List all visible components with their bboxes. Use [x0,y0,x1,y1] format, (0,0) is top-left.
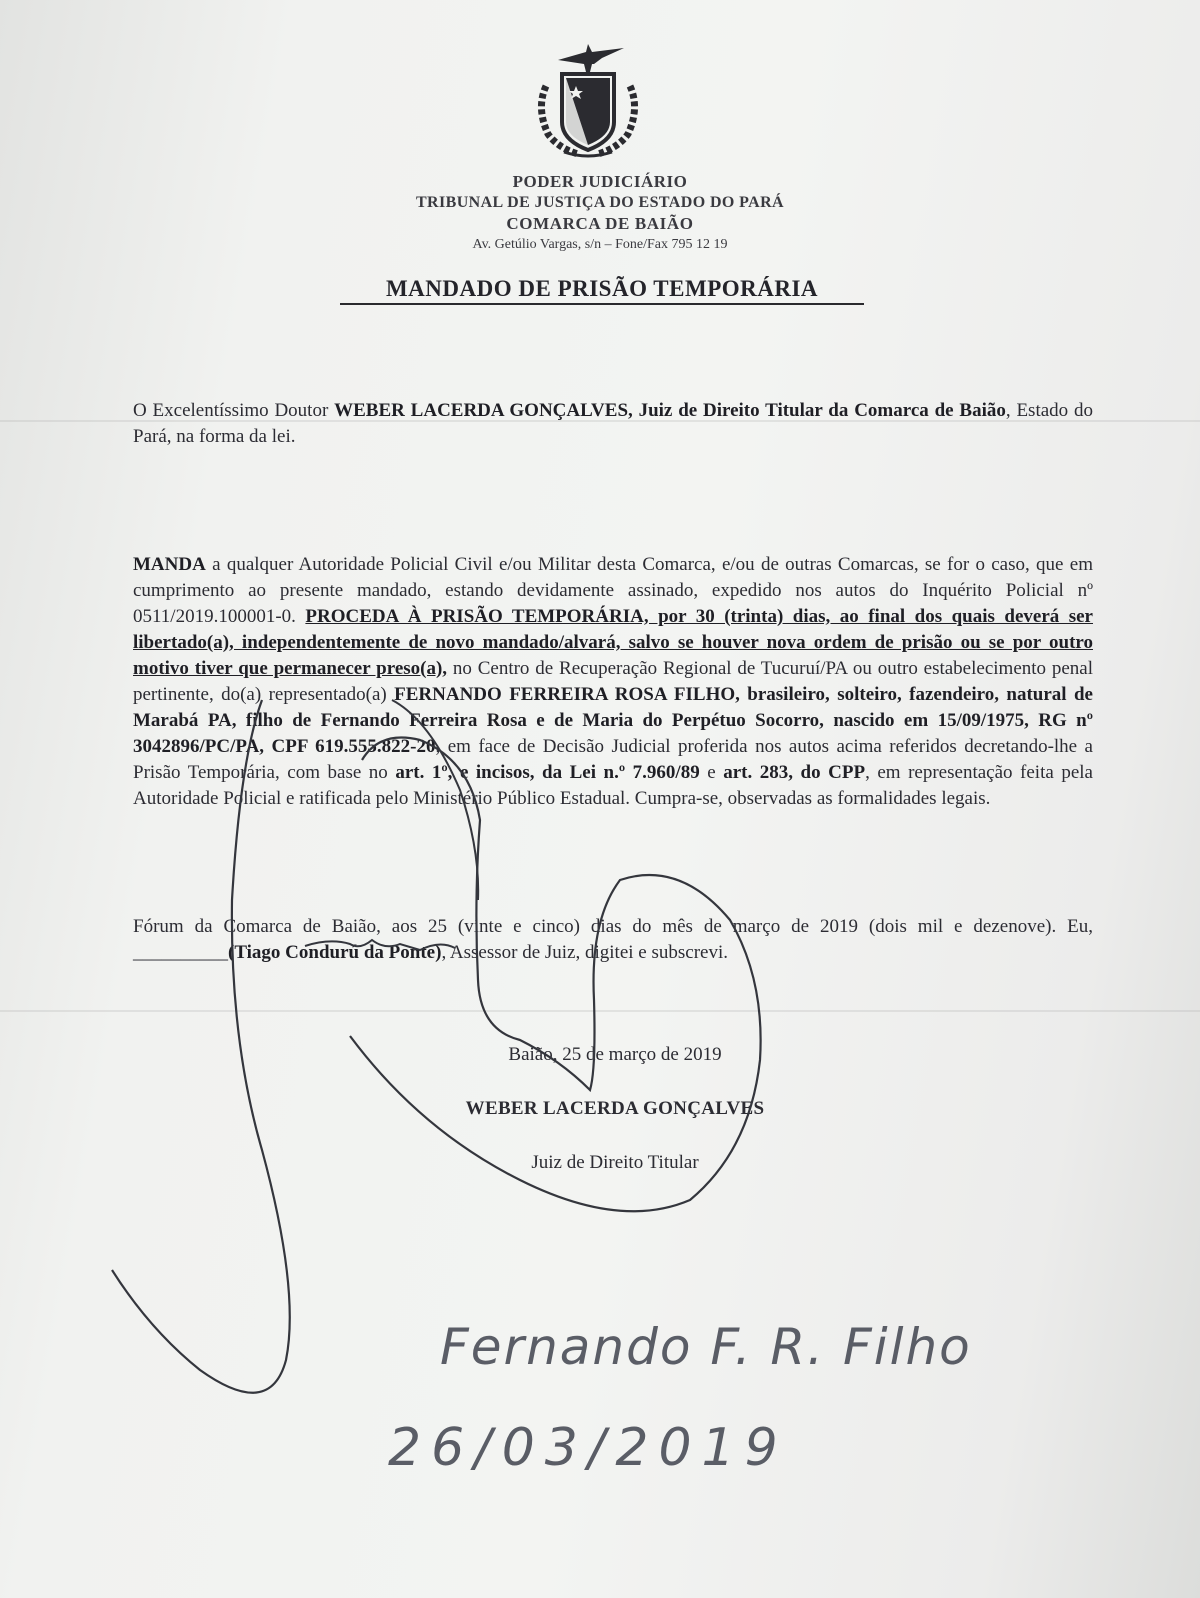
order-text-2: no Centro de Recuperação Regional de Tucuruí/PA ou outro estabelecimento penal pertinente, do(a) representado(a) [133,658,1094,705]
handwritten-date: 26/03/2019 [388,1418,788,1478]
closing-text-2: , Assessor de Juiz, digitei e subscrevi. [441,942,728,963]
law-reference-2: art. 283, do CPP [723,762,866,783]
clerk-name: (Tiago Condurú da Ponte) [228,942,442,963]
header-line-3: COMARCA DE BAIÃO [506,214,694,233]
closing-paragraph [133,914,1093,966]
document-title: MANDADO DE PRISÃO TEMPORÁRIA [340,276,864,305]
intro-paragraph [133,398,1093,450]
comarca-name: Comarca de Baião [854,400,1006,421]
law-reference-1: art. 1º, e incisos, da Lei n.º 7.960/89 [395,762,700,783]
closing-text-1: Fórum da Comarca de Baião, aos 25 (vinte e cinco) dias do mês de março de 2019 (dois mil e dezenove). Eu, [133,916,1093,937]
intro-text-1: O Excelentíssimo Doutor [133,400,335,421]
coat-of-arms-emblem [528,38,648,162]
signature-judge-role: Juiz de Direito Titular [531,1152,699,1173]
order-paragraph [133,552,1093,812]
order-text-4: e [699,762,724,783]
paper-fold [0,1010,1200,1012]
proceda-clause: PROCEDA À PRISÃO TEMPORÁRIA, por 30 (trinta) dias, ao final dos quais deverá ser libertado(a), independentemente de novo mandado/alvará, salvo se houver nova ordem de prisão ou se por outro motivo tiver que permanecer preso(a), [133,606,1093,679]
order-text-1: a qualquer Autoridade Policial Civil e/ou Militar desta Comarca, e/ou de outras Comarcas, se for o caso, que em cumprimento ao presente mandado, estando devidamente assinado, expedido nos autos do Inquérito Policial nº 0511/2019.100001-0. [133,554,1093,627]
manda-keyword: MANDA [133,554,206,575]
signature-judge-name: WEBER LACERDA GONÇALVES [465,1098,765,1119]
header-line-1: PODER JUDICIÁRIO [512,172,688,191]
order-text-5: , em representação feita pela Autoridade Policial e ratificada pelo Ministério Público Estadual. Cumpra-se, observadas as formalidades legais. [133,762,1093,809]
intro-text-2: , Juiz de Direito Titular da [628,400,855,421]
intro-text-3: , Estado do Pará, na forma da lei. [133,400,1093,447]
person-details: FERNANDO FERREIRA ROSA FILHO, brasileiro, solteiro, fazendeiro, natural de Marabá PA, filho de Fernando Ferreira Rosa e de Maria do Perpétuo Socorro, nascido em 15/09/1975, RG nº 3042896/PC/PA, CPF 619.555.822-20 [133,684,1093,757]
judge-name-inline: WEBER LACERDA GONÇALVES [334,400,629,421]
handwritten-name: Fernando F. R. Filho [440,1318,972,1376]
signature-date: Baião, 25 de março de 2019 [508,1044,722,1065]
order-text-3: , em face de Decisão Judicial proferida nos autos acima referidos decretando-lhe a Prisão Temporária, com base no [133,736,1093,783]
header-line-2: TRIBUNAL DE JUSTIÇA DO ESTADO DO PARÁ [415,194,785,211]
court-header [360,172,840,256]
clerk-signature-blank: __________ [133,942,228,963]
header-address: Av. Getúlio Vargas, s/n – Fone/Fax 795 12 19 [472,237,728,252]
